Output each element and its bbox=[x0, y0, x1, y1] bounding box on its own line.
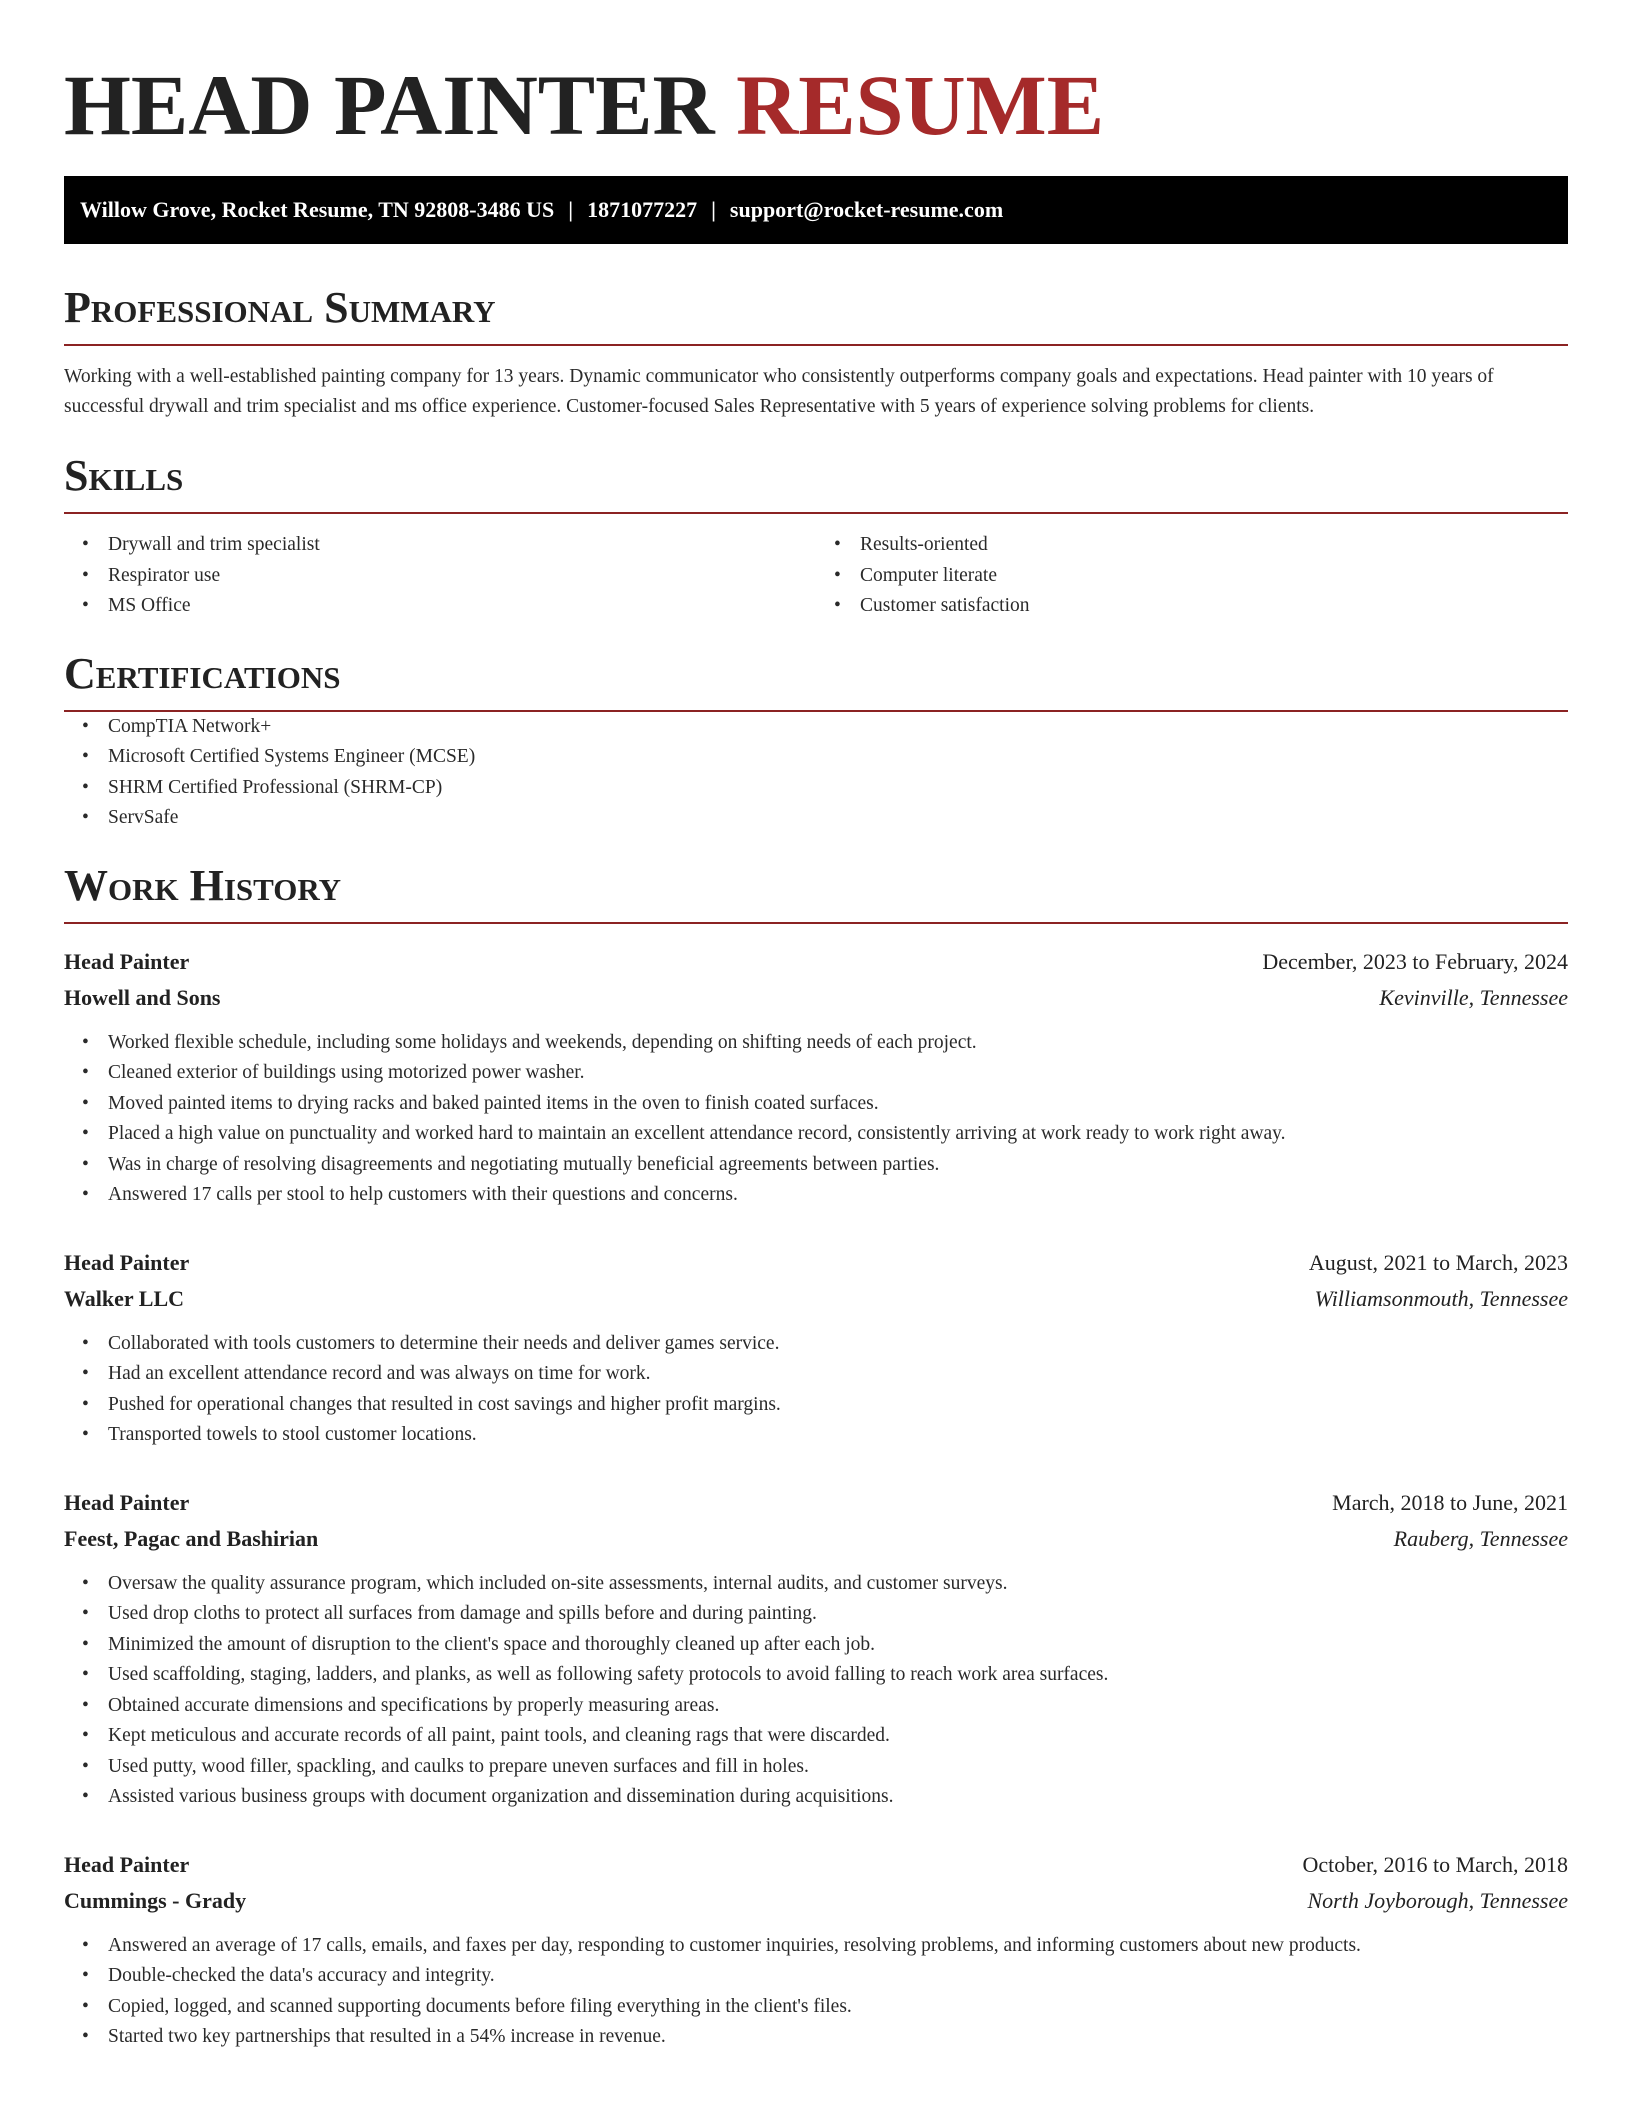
skills-heading: Skills bbox=[64, 450, 1568, 514]
resume-title bbox=[64, 0, 1568, 155]
skill-item: • Respirator use bbox=[108, 561, 816, 592]
certifications-section bbox=[64, 648, 1568, 834]
job-entry bbox=[64, 1245, 1568, 1451]
skill-item: • Customer satisfaction bbox=[860, 591, 1568, 622]
job-bullet: • Answered 17 calls per stool to help customers with their questions and concerns. bbox=[108, 1180, 1568, 1211]
job-dates: December, 2023 to February, 2024 bbox=[1262, 948, 1568, 974]
job-bullet: • Had an excellent attendance record and was always on time for work. bbox=[108, 1359, 1568, 1390]
contact-separator: | bbox=[568, 197, 574, 222]
job-bullet: • Worked flexible schedule, including some holidays and weekends, depending on shifting needs of each project. bbox=[108, 1028, 1568, 1059]
job-company: Howell and Sons bbox=[64, 984, 221, 1010]
job-header-row bbox=[64, 1847, 1568, 1883]
summary-section bbox=[64, 282, 1568, 422]
job-bullets bbox=[64, 1569, 1568, 1813]
job-entry bbox=[64, 1485, 1568, 1813]
skills-grid bbox=[64, 530, 1568, 622]
job-company-row bbox=[64, 980, 1568, 1016]
job-location: North Joyborough, Tennessee bbox=[1307, 1887, 1568, 1913]
skill-item: • Results-oriented bbox=[860, 530, 1568, 561]
job-title: Head Painter bbox=[64, 1489, 190, 1515]
job-entry bbox=[64, 1847, 1568, 2053]
job-bullet: • Kept meticulous and accurate records of all paint, paint tools, and cleaning rags that were discarded. bbox=[108, 1721, 1568, 1752]
job-location: Kevinville, Tennessee bbox=[1379, 984, 1568, 1010]
job-bullet: • Oversaw the quality assurance program, which included on-site assessments, internal audits, and customer surveys. bbox=[108, 1569, 1568, 1600]
job-bullets bbox=[64, 1028, 1568, 1211]
job-location: Williamsonmouth, Tennessee bbox=[1314, 1285, 1568, 1311]
job-title: Head Painter bbox=[64, 948, 190, 974]
contact-bar bbox=[64, 176, 1568, 244]
job-bullets bbox=[64, 1931, 1568, 2053]
skill-item: • MS Office bbox=[108, 591, 816, 622]
job-bullet: • Transported towels to stool customer locations. bbox=[108, 1420, 1568, 1451]
contact-separator: | bbox=[711, 197, 716, 222]
job-company: Walker LLC bbox=[64, 1285, 185, 1311]
job-bullet: • Answered an average of 17 calls, emails, and faxes per day, responding to customer inquiries, resolving problems, and informing customers about new products. bbox=[108, 1931, 1568, 1962]
job-bullet: • Placed a high value on punctuality and worked hard to maintain an excellent attendance record, consistently arriving at work ready to work right away. bbox=[108, 1119, 1568, 1150]
job-header-row bbox=[64, 1485, 1568, 1521]
job-dates: March, 2018 to June, 2021 bbox=[1332, 1489, 1568, 1515]
certification-item: • SHRM Certified Professional (SHRM-CP) bbox=[108, 773, 1568, 804]
skill-item: • Drywall and trim specialist bbox=[108, 530, 816, 561]
job-location: Rauberg, Tennessee bbox=[1393, 1525, 1568, 1551]
summary-text: Working with a well-established painting company for 13 years. Dynamic communicator who consistently outperforms company goals and expectations. Head painter with 10 years of successful drywall and trim specialist and ms office experience. Customer-focused Sales Representative with 5 years of experience solving problems for clients. bbox=[64, 366, 1494, 417]
job-bullets bbox=[64, 1329, 1568, 1451]
work-history-section bbox=[64, 860, 1568, 2053]
contact-phone: 1871077227 bbox=[587, 197, 698, 222]
job-bullet: • Used drop cloths to protect all surfaces from damage and spills before and during painting. bbox=[108, 1599, 1568, 1630]
job-bullet: • Double-checked the data's accuracy and integrity. bbox=[108, 1961, 1568, 1992]
job-title: Head Painter bbox=[64, 1851, 190, 1877]
job-bullet: • Moved painted items to drying racks and baked painted items in the oven to finish coated surfaces. bbox=[108, 1089, 1568, 1120]
job-bullet: • Copied, logged, and scanned supporting documents before filing everything in the client's files. bbox=[108, 1992, 1568, 2023]
skills-section bbox=[64, 450, 1568, 622]
job-header-row bbox=[64, 1245, 1568, 1281]
certification-item: • Microsoft Certified Systems Engineer (MCSE) bbox=[108, 742, 1568, 773]
job-company-row bbox=[64, 1281, 1568, 1317]
job-bullet: • Used putty, wood filler, spackling, and caulks to prepare uneven surfaces and fill in holes. bbox=[108, 1752, 1568, 1783]
job-company: Cummings - Grady bbox=[64, 1887, 247, 1913]
job-dates: August, 2021 to March, 2023 bbox=[1308, 1249, 1568, 1275]
job-company-row bbox=[64, 1883, 1568, 1919]
job-bullet: • Pushed for operational changes that resulted in cost savings and higher profit margins. bbox=[108, 1390, 1568, 1421]
job-header-row bbox=[64, 944, 1568, 980]
job-bullet: • Minimized the amount of disruption to the client's space and thoroughly cleaned up after each job. bbox=[108, 1630, 1568, 1661]
job-company-row bbox=[64, 1521, 1568, 1557]
job-company: Feest, Pagac and Bashirian bbox=[64, 1525, 319, 1551]
job-title: Head Painter bbox=[64, 1249, 190, 1275]
job-bullet: • Collaborated with tools customers to determine their needs and deliver games service. bbox=[108, 1329, 1568, 1360]
job-bullet: • Assisted various business groups with document organization and dissemination during acquisitions. bbox=[108, 1782, 1568, 1813]
certifications-heading: Certifications bbox=[64, 648, 1568, 712]
contact-email: support@rocket-resume.com bbox=[729, 197, 1004, 222]
summary-heading: Professional Summary bbox=[64, 282, 1568, 346]
certifications-list bbox=[64, 712, 1568, 834]
work-history-heading: Work History bbox=[64, 860, 1568, 924]
job-bullet: • Started two key partnerships that resulted in a 54% increase in revenue. bbox=[108, 2022, 1568, 2053]
title-accent: RESUME bbox=[736, 57, 1105, 153]
title-main: HEAD PAINTER bbox=[64, 57, 715, 153]
certification-item: • ServSafe bbox=[108, 803, 1568, 834]
skill-item: • Computer literate bbox=[860, 561, 1568, 592]
job-bullet: • Cleaned exterior of buildings using motorized power washer. bbox=[108, 1058, 1568, 1089]
contact-address: Willow Grove, Rocket Resume, TN 92808-3486 US bbox=[80, 197, 555, 222]
job-dates: October, 2016 to March, 2018 bbox=[1302, 1851, 1568, 1877]
skills-list-right bbox=[816, 530, 1568, 622]
job-bullet: • Obtained accurate dimensions and specifications by properly measuring areas. bbox=[108, 1691, 1568, 1722]
job-entry bbox=[64, 944, 1568, 1211]
certification-item: • CompTIA Network+ bbox=[108, 712, 1568, 743]
job-bullet: • Used scaffolding, staging, ladders, and planks, as well as following safety protocols to avoid falling to reach work area surfaces. bbox=[108, 1660, 1568, 1691]
skills-list-left bbox=[64, 530, 816, 622]
job-bullet: • Was in charge of resolving disagreements and negotiating mutually beneficial agreements between parties. bbox=[108, 1150, 1568, 1181]
